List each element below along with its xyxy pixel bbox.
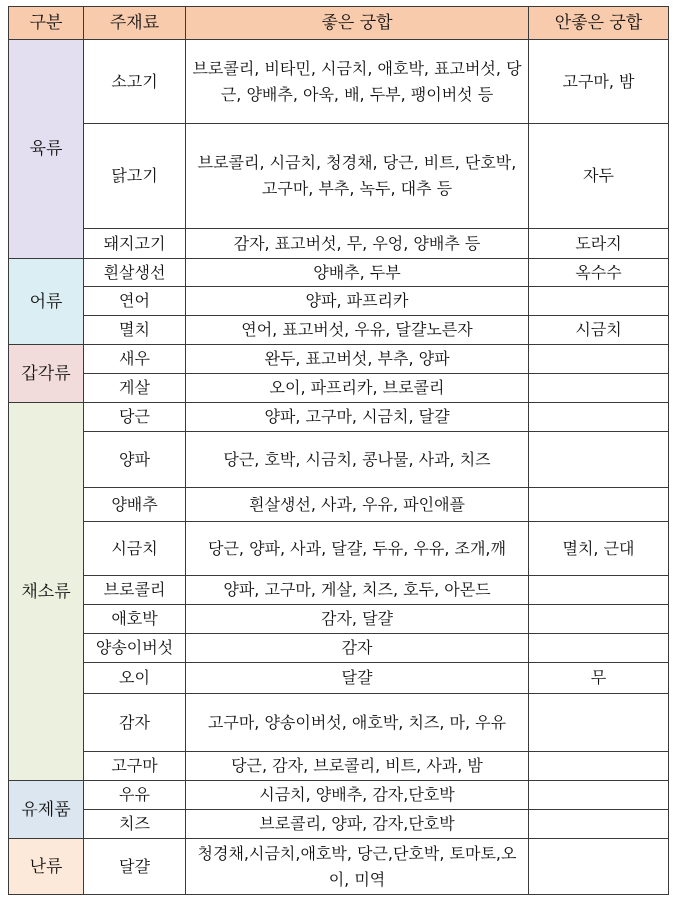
bad-pairing: 도라지 <box>529 229 669 259</box>
bad-pairing <box>529 488 669 522</box>
bad-pairing <box>529 810 669 839</box>
main-ingredient: 양송이버섯 <box>84 634 186 663</box>
good-pairing: 브로콜리, 시금치, 청경채, 당근, 비트, 단호박, 고구마, 부추, 녹두, 대추 등 <box>186 124 529 229</box>
bad-pairing <box>529 752 669 781</box>
main-ingredient: 감자 <box>84 694 186 752</box>
good-pairing: 감자 <box>186 634 529 663</box>
good-pairing: 달걀 <box>186 663 529 694</box>
good-pairing: 감자, 달걀 <box>186 605 529 634</box>
table-row <box>9 810 669 839</box>
good-pairing: 양파, 고구마, 게살, 치즈, 호두, 아몬드 <box>186 576 529 605</box>
table-row <box>9 403 669 432</box>
good-pairing: 당근, 감자, 브로콜리, 비트, 사과, 밤 <box>186 752 529 781</box>
main-ingredient: 애호박 <box>84 605 186 634</box>
table-row <box>9 605 669 634</box>
bad-pairing: 무 <box>529 663 669 694</box>
table-row <box>9 663 669 694</box>
table-row <box>9 229 669 259</box>
main-ingredient: 치즈 <box>84 810 186 839</box>
main-ingredient: 소고기 <box>84 40 186 124</box>
bad-pairing <box>529 432 669 488</box>
bad-pairing <box>529 839 669 895</box>
good-pairing: 고구마, 양송이버섯, 애호박, 치즈, 마, 우유 <box>186 694 529 752</box>
main-ingredient: 시금치 <box>84 522 186 576</box>
good-pairing: 시금치, 양배추, 감자,단호박 <box>186 781 529 810</box>
food-pairing-table <box>8 6 669 895</box>
header-category: 구분 <box>9 7 84 40</box>
category-cell: 육류 <box>9 40 84 259</box>
good-pairing: 오이, 파프리카, 브로콜리 <box>186 374 529 403</box>
header-main-ingredient: 주재료 <box>84 7 186 40</box>
table-row <box>9 576 669 605</box>
bad-pairing <box>529 345 669 374</box>
good-pairing: 양파, 파프리카 <box>186 287 529 316</box>
main-ingredient: 연어 <box>84 287 186 316</box>
bad-pairing <box>529 403 669 432</box>
good-pairing: 양배추, 두부 <box>186 259 529 287</box>
main-ingredient: 달걀 <box>84 839 186 895</box>
main-ingredient: 브로콜리 <box>84 576 186 605</box>
table-row <box>9 287 669 316</box>
bad-pairing <box>529 634 669 663</box>
bad-pairing: 옥수수 <box>529 259 669 287</box>
good-pairing: 브로콜리, 양파, 감자,단호박 <box>186 810 529 839</box>
bad-pairing <box>529 374 669 403</box>
bad-pairing: 멸치, 근대 <box>529 522 669 576</box>
good-pairing: 청경채,시금치,애호박, 당근,단호박, 토마토,오이, 미역 <box>186 839 529 895</box>
main-ingredient: 게살 <box>84 374 186 403</box>
table-row <box>9 634 669 663</box>
good-pairing: 브로콜리, 비타민, 시금치, 애호박, 표고버섯, 당근, 양배추, 아욱, 배, 두부, 팽이버섯 등 <box>186 40 529 124</box>
bad-pairing <box>529 287 669 316</box>
table-row <box>9 488 669 522</box>
table-row <box>9 781 669 810</box>
table-row <box>9 752 669 781</box>
table-row <box>9 124 669 229</box>
good-pairing: 감자, 표고버섯, 무, 우엉, 양배추 등 <box>186 229 529 259</box>
good-pairing: 당근, 양파, 사과, 달걀, 두유, 우유, 조개,깨 <box>186 522 529 576</box>
main-ingredient: 양파 <box>84 432 186 488</box>
good-pairing: 완두, 표고버섯, 부추, 양파 <box>186 345 529 374</box>
header-row <box>9 7 669 40</box>
table-row <box>9 345 669 374</box>
header-bad-pairing: 안좋은 궁합 <box>529 7 669 40</box>
category-cell: 갑각류 <box>9 345 84 403</box>
main-ingredient: 당근 <box>84 403 186 432</box>
header-good-pairing: 좋은 궁합 <box>186 7 529 40</box>
bad-pairing: 자두 <box>529 124 669 229</box>
bad-pairing <box>529 605 669 634</box>
bad-pairing <box>529 781 669 810</box>
bad-pairing <box>529 576 669 605</box>
table-row <box>9 432 669 488</box>
table-row <box>9 316 669 345</box>
main-ingredient: 멸치 <box>84 316 186 345</box>
main-ingredient: 오이 <box>84 663 186 694</box>
main-ingredient: 새우 <box>84 345 186 374</box>
good-pairing: 양파, 고구마, 시금치, 달걀 <box>186 403 529 432</box>
bad-pairing: 고구마, 밤 <box>529 40 669 124</box>
good-pairing: 흰살생선, 사과, 우유, 파인애플 <box>186 488 529 522</box>
category-cell: 채소류 <box>9 403 84 781</box>
table-row <box>9 694 669 752</box>
main-ingredient: 돼지고기 <box>84 229 186 259</box>
table-row <box>9 522 669 576</box>
main-ingredient: 양배추 <box>84 488 186 522</box>
bad-pairing: 시금치 <box>529 316 669 345</box>
table-row <box>9 259 669 287</box>
table-row <box>9 40 669 124</box>
table-row <box>9 374 669 403</box>
category-cell: 난류 <box>9 839 84 895</box>
main-ingredient: 닭고기 <box>84 124 186 229</box>
category-cell: 유제품 <box>9 781 84 839</box>
table-row <box>9 839 669 895</box>
bad-pairing <box>529 694 669 752</box>
main-ingredient: 고구마 <box>84 752 186 781</box>
category-cell: 어류 <box>9 259 84 345</box>
good-pairing: 연어, 표고버섯, 우유, 달걀노른자 <box>186 316 529 345</box>
good-pairing: 당근, 호박, 시금치, 콩나물, 사과, 치즈 <box>186 432 529 488</box>
main-ingredient: 흰살생선 <box>84 259 186 287</box>
main-ingredient: 우유 <box>84 781 186 810</box>
